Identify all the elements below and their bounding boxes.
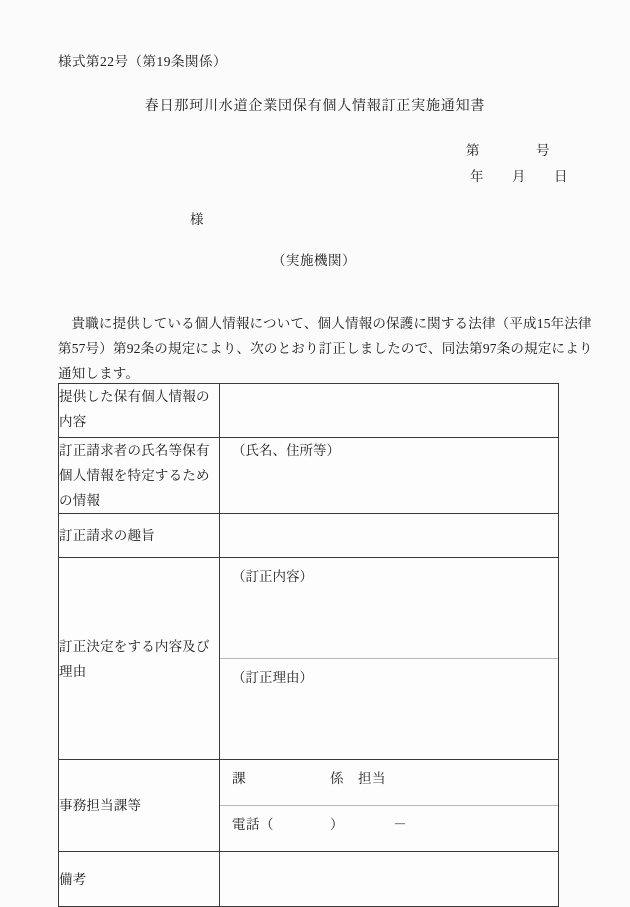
body-paragraph (58, 311, 593, 386)
row-value-remarks[interactable] (220, 852, 559, 907)
subtable-row (220, 806, 558, 852)
division-section-staff-line[interactable]: 課 係 担当 (220, 760, 558, 806)
row-label-responsible-division: 事務担当課等 (59, 760, 220, 852)
subtable-row (220, 659, 558, 760)
table-row (59, 852, 559, 907)
page-title: 春日那珂川水道企業団保有個人情報訂正実施通知書 (144, 99, 486, 114)
addressee-honorific: 様 (190, 212, 204, 227)
notification-form-table (58, 383, 559, 907)
row-label-provided-info-content: 提供した保有個人情報の内容 (59, 384, 220, 438)
subtable-row (220, 558, 558, 659)
table-row (59, 438, 559, 514)
body-line-1: 貴職に提供している個人情報について、個人情報の保護に関する法律（平成15年法律 (71, 316, 592, 331)
row-label-requester-identifying-info: 訂正請求者の氏名等保有個人情報を特定するための情報 (59, 438, 220, 514)
correction-content-cell[interactable]: （訂正内容） (220, 558, 558, 659)
row-label-correction-request-purpose: 訂正請求の趣旨 (59, 514, 220, 558)
issuing-agency-label: （実施機関） (272, 253, 356, 268)
row-label-remarks: 備考 (59, 852, 220, 907)
row-value-requester-identifying-info[interactable]: （氏名、住所等） (220, 438, 559, 514)
row-label-correction-decision-and-reason: 訂正決定をする内容及び理由 (59, 558, 220, 760)
table-row (59, 558, 559, 760)
table-row (59, 514, 559, 558)
office-subtable (220, 760, 558, 851)
row-value-correction-decision-and-reason (220, 558, 559, 760)
form-number: 様式第22号（第19条関係） (58, 54, 227, 69)
row-value-responsible-division (220, 760, 559, 852)
document-number-line: 第 号 (466, 143, 550, 158)
correction-subtable (220, 558, 558, 759)
body-line-3: 通知します。 (58, 366, 140, 381)
row-value-correction-request-purpose[interactable] (220, 514, 559, 558)
document-meta-block (466, 138, 568, 190)
body-line-2: 第57号）第92条の規定により、次のとおり訂正しましたので、同法第97条の規定により (58, 341, 593, 356)
correction-reason-cell[interactable]: （訂正理由） (220, 659, 558, 760)
document-date-line: 年 月 日 (470, 169, 568, 184)
table-row (59, 760, 559, 852)
row-value-provided-info-content[interactable] (220, 384, 559, 438)
subtable-row (220, 760, 558, 806)
table-row (59, 384, 559, 438)
telephone-line[interactable]: 電話（ ） － (220, 806, 558, 852)
